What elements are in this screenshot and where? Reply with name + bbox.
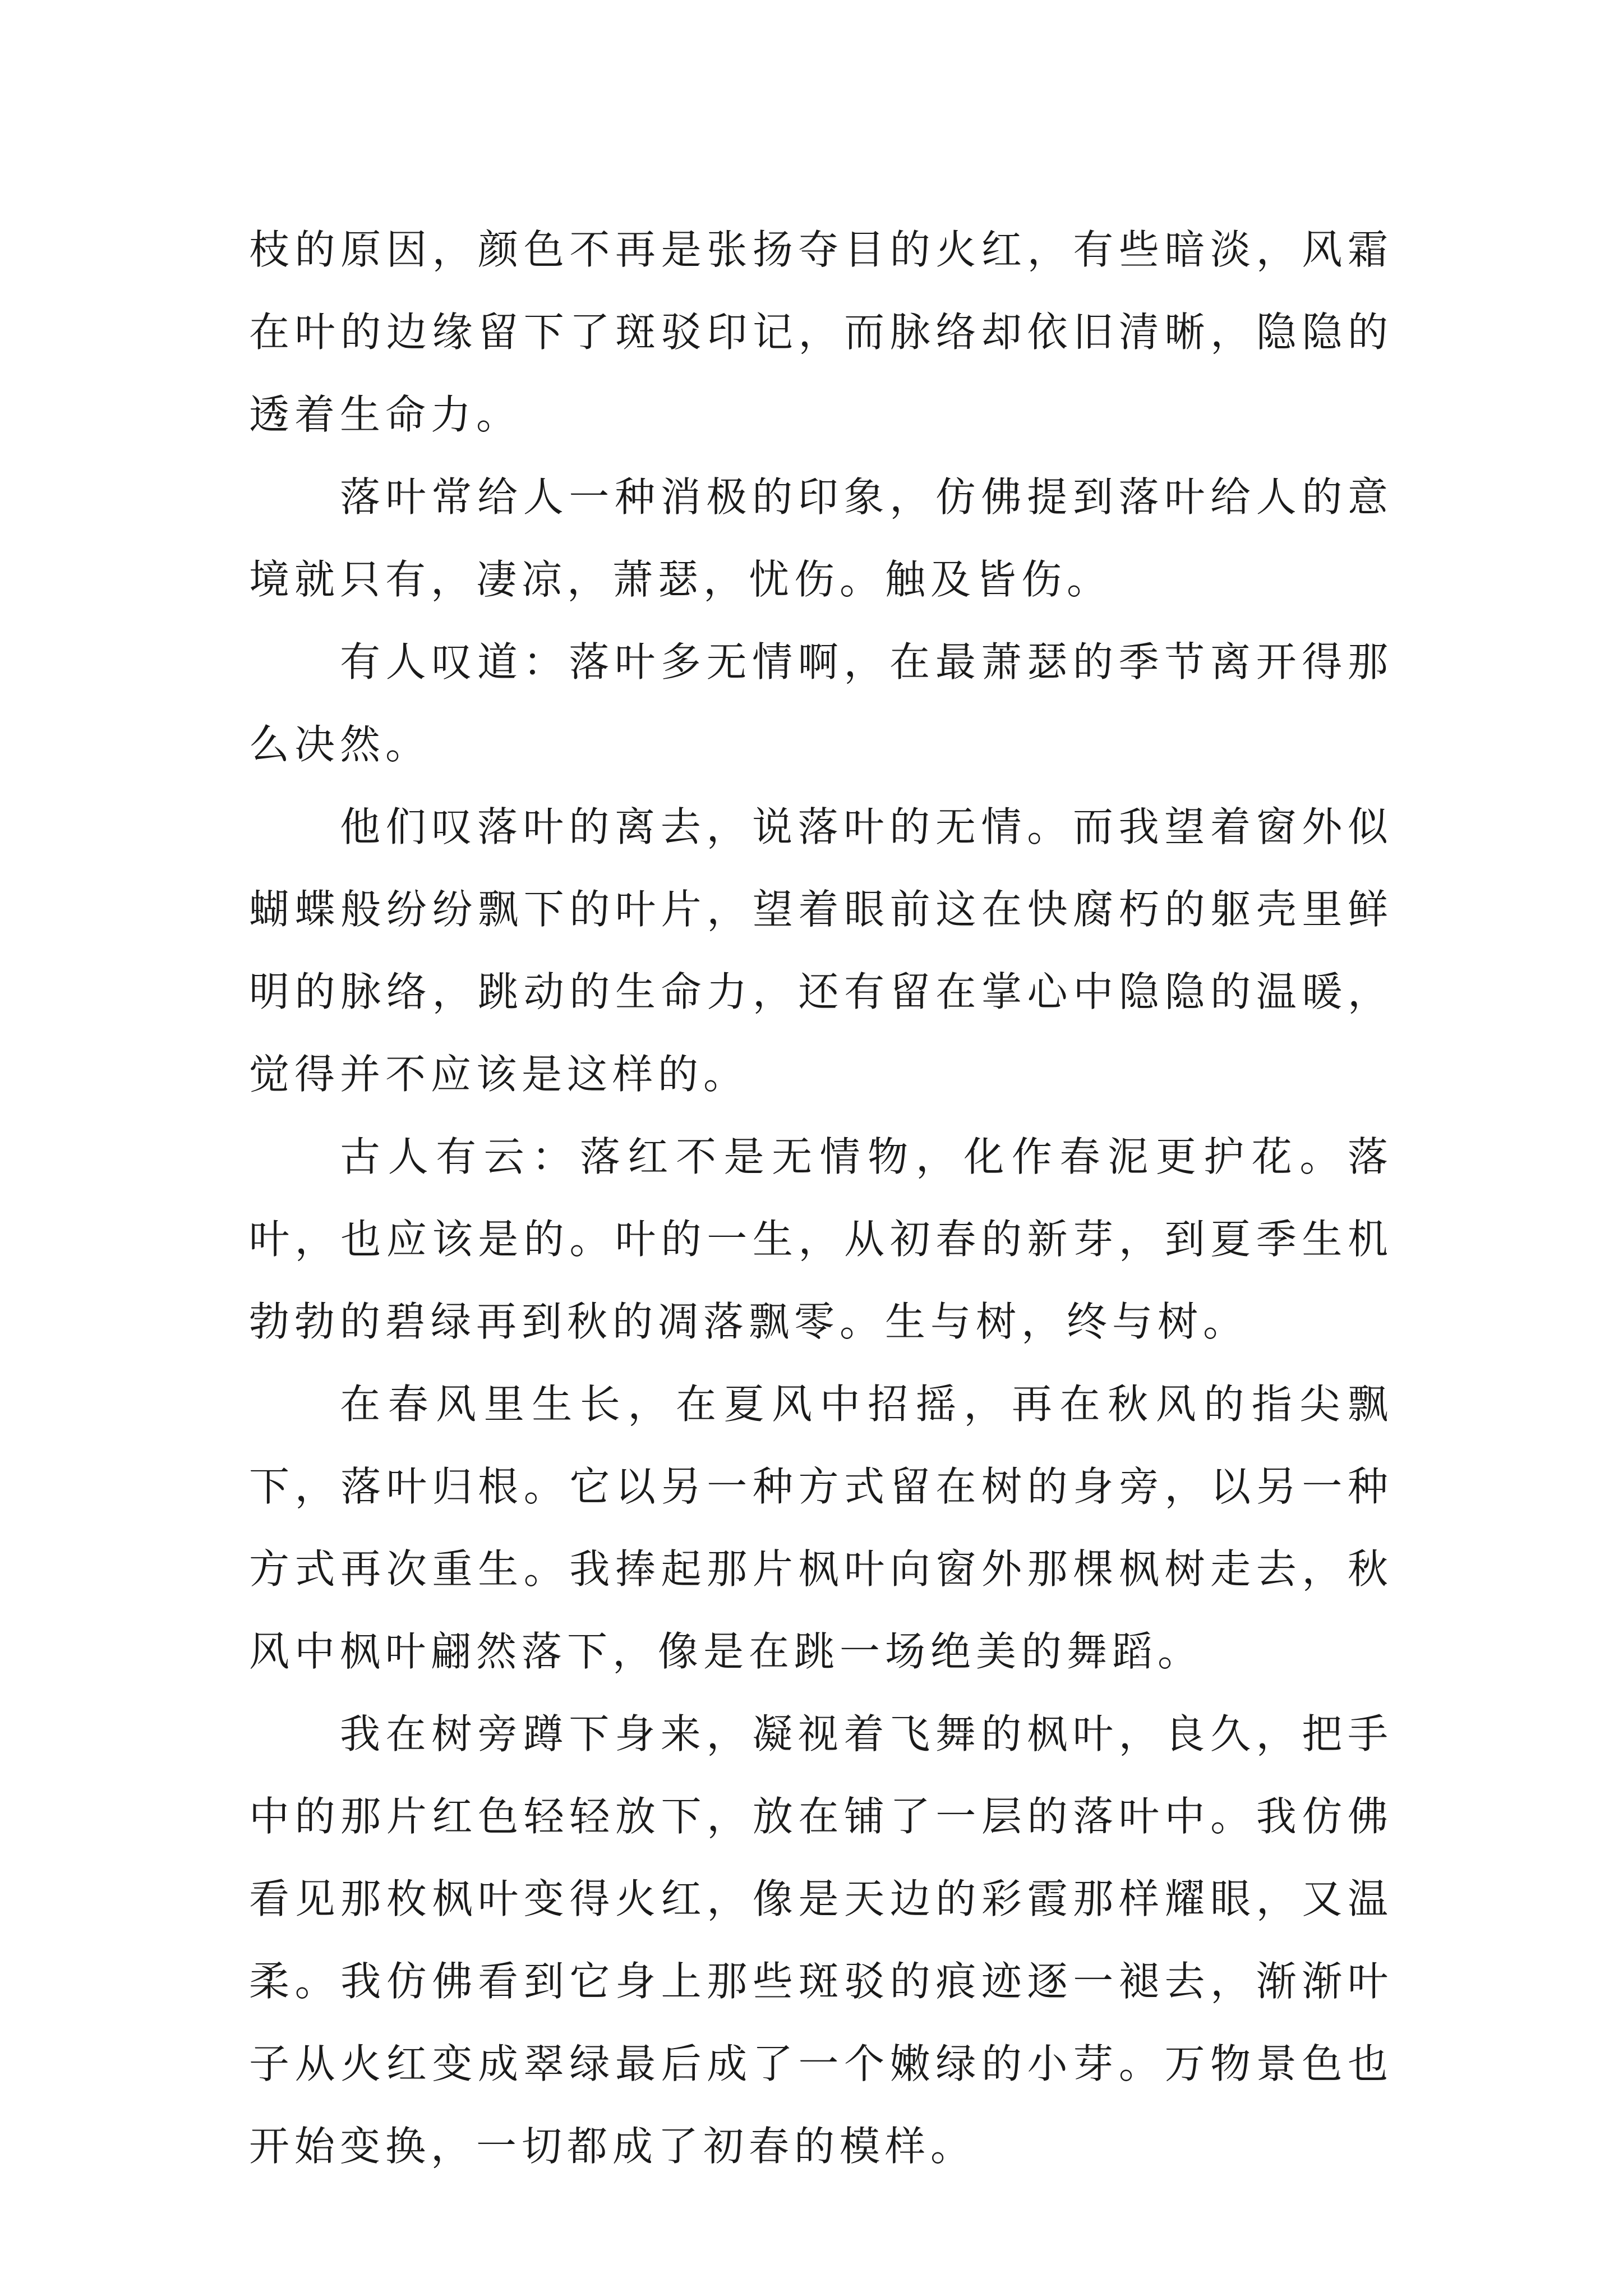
paragraph: 他们叹落叶的离去，说落叶的无情。而我望着窗外似蝴蝶般纷纷飘下的叶片，望着眼前这在快腐朽的躯壳里鲜明的脉络，跳动的生命力，还有留在掌心中隐隐的温暖，觉得并不应该是这样的。 [249, 803, 1393, 1098]
paragraph-continued: 枝的原因，颜色不再是张扬夺目的火红，有些暗淡，风霜在叶的边缘留下了斑驳印记，而脉络却依旧清晰，隐隐的透着生命力。 [249, 226, 1393, 438]
essay-body [249, 209, 1393, 2188]
paragraph: 有人叹道：落叶多无情啊，在最萧瑟的季节离开得那么决然。 [249, 638, 1393, 768]
paragraph: 在春风里生长，在夏风中招摇，再在秋风的指尖飘下，落叶归根。它以另一种方式留在树的身旁，以另一种方式再次重生。我捧起那片枫叶向窗外那棵枫树走去，秋风中枫叶翩然落下，像是在跳一场绝美的舞蹈。 [249, 1381, 1393, 1675]
paragraph: 落叶常给人一种消极的印象，仿佛提到落叶给人的意境就只有，凄凉，萧瑟，忧伤。触及皆伤。 [249, 473, 1393, 603]
paragraph: 古人有云：落红不是无情物，化作春泥更护花。落叶，也应该是的。叶的一生，从初春的新芽，到夏季生机勃勃的碧绿再到秋的凋落飘零。生与树，终与树。 [249, 1133, 1393, 1345]
paragraph: 我在树旁蹲下身来，凝视着飞舞的枫叶，良久，把手中的那片红色轻轻放下，放在铺了一层的落叶中。我仿佛看见那枚枫叶变得火红，像是天边的彩霞那样耀眼，又温柔。我仿佛看到它身上那些斑驳的痕迹逐一褪去，渐渐叶子从火红变成翠绿最后成了一个嫩绿的小芽。万物景色也开始变换，一切都成了初春的模样。 [249, 1710, 1393, 2170]
